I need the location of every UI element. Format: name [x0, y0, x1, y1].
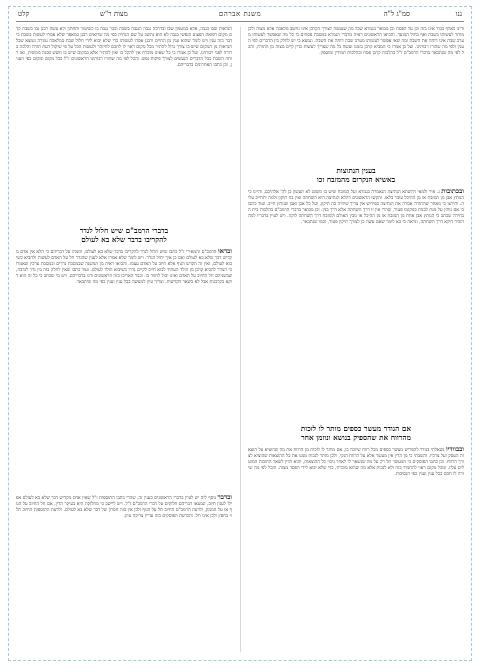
paragraph-text: הרמב"ם והמאירי ז"ל כתבו שיש חלול לנדר להקריבו בדבר שלא בא לעולם, ותמהו על דבריהם כי הלא אין אדם מקדיש דבר שלא בא לעולם ואם כן איך יחול הנדר. ויש לומר שלא אמרו אלא לענין שהנדר חל על האדם לעשות ולהביא כשיבוא לעולם, ואין זה הקדש הגוף אלא חיוב על האדם עצמו. והביאו ראיה מן המשנה שבמסכת נדרים ובמסכת ערכין שאמרו כי הנודר להביא קרבן מן הולד העתיד לבוא חייב לקיים נדרו כשיבוא הולד לעולם. ועוד כתבו שאין לחלק בזה בין נדר לנדבה, שבשניהם חל החיוב על האדם ואינו יכול לחזור בו. וכבר האריכו בזה הראשונים ודנו בדבריהם, ויש מי שכתב כי כל זה הוא דוקא בקרבנות אבל לא בשאר הקדשות. וצריך עיון למעשה בכל ענין וענין כפי מה שיתבאר. [16, 250, 232, 286]
lead-word: ובדבר [217, 494, 232, 501]
heading-line-2: באשיא הנקרום מהמזבח זכו [316, 175, 396, 184]
right-section-heading-2 [248, 424, 464, 442]
heading-line-3: אם הנודר מעשר כספים מותר לו לזכות [300, 424, 412, 433]
right-column-section-2 [248, 446, 464, 652]
heading-line-1: בדברי הרמב"ם שיש חלול לנדר [79, 226, 169, 235]
heading-line-1: בענין הנתוצות [336, 166, 376, 175]
column-divider [240, 27, 241, 652]
lead-word: ובכתובות [441, 188, 464, 195]
lead-word: ובדאו [218, 248, 232, 255]
running-head-subtitle: מצות ר"ש [100, 10, 128, 18]
paragraph: הנראות שבו בגבה, אלא במטמון שבו ובדרכה נגבה הנגבה בשבת וכבר נגבה בו כשיעור ותחתון ולא עשה רבנן גבו בשבת קדם מקום רפואת הפצוע הנפשי בגבה לא הוא נחשב על שם הנחית כפי מה שרואים רבנן במאפר שלא אמרו לעשות בשבת כי דבר כזה ענין ויש לומר שהוא ענין מן החיים ורבנן אסרו לעשותו כדי שלא יבוא לידי חלול שבת במלאכה גמורה ונמצא שכל הנראות מן המקום שיש בו צורך גדול להתיר מכל מקום ראוי לו לחכם להיזהר ולעשות הכל על פי שיקול דעת תורה והלכה ברורה לפני רבותינו. ועל כן אמרו כי כל שאינו מוכרח אין להקל בו ואין להתיר אלא במקום שיש בו חשש סכנה ממשית, ואז דוחה השבת ככל הדברים הנעשים לצורך פיקוח נפש. והכל לפי מה שהורו רבותינו הראשונים ז"ל בכל מקום ומקום כפי הענין, וכן כתבו האחרונים בדבריהם. [16, 27, 232, 69]
paragraph-text: נוסף לזה יש לעיין בדברי הראשונים בענין זה, שהרי כתבו התוספות ז"ל שאין אדם מקדיש דבר שלא בא לעולם אפילו לענין חיוב, ונמצאו דבריהם חלוקים על דברי הרמב"ם ז"ל. ויש ליישב כי מחלוקת היא בעיקר הדין, אם חל החיוב על הגוף או על הממון, ולדעת הרמב"ם החיוב חל על הגוף ולכן אין בזה חסרון של דבר שלא בא לעולם. ולדעת התוספות החיוב תלוי בחפץ ולכן אינו חל. והכרעת הפוסקים בזה עדיין צריכה עיון. [16, 496, 232, 520]
folio-right: ננו [455, 10, 462, 18]
paragraph: ודינו כאלף כבוד אינו בזה וכן על הפסח וכן מבואר בגמרא שכל מה שנעשה לצורך הקרבן אינו נחשב מלאכה אלא מצוה ולכן מותר לעשותו בשבת ואף בחול המועד. והביאו הראשונים ראיה מדברי הגמרא במסכת פסחים כי כל מה שאפשר לעשותו מערב שבת אינו דוחה את השבת ומה שאי אפשר לעשותו מערב שבת דוחה את השבת. ונמצא כי יש לחלק בין הדברים לפי הענין ולפי מה שהורו רבותינו. ועל כן אמרו כי המביא קרבן בזמנו ועשה כל מה שצריך לעשות כדין קיים מצוה מן התורה, והכל לפי מה שנתבאר בדברי הרמב"ם ז"ל בהלכות קרבן פסח ובהלכות תמידין ומוספין. [248, 27, 464, 57]
paragraph [16, 494, 232, 520]
paragraph [248, 188, 464, 226]
left-section-heading [16, 226, 232, 244]
left-column-section-2 [16, 494, 232, 652]
header-rule [16, 21, 464, 22]
right-column-section-1 [248, 188, 464, 420]
paragraph [16, 248, 232, 286]
lead-word: ובבוודיו [445, 446, 464, 453]
paragraph [248, 446, 464, 478]
left-column-section-1 [16, 248, 232, 490]
running-head-section: סמ"ג ל"ה [383, 10, 410, 18]
right-column-body-top [248, 27, 464, 162]
running-head [0, 8, 480, 20]
paragraph-text: נשאלתי בנודר להפריש מעשר כספים מכל רווח שיזכה בו, אם מותר לו לזכות מן הרווח את מה שהוציא על הוצאות העסק ועל צרכיו. והשבתי כי מן הדין אין מעשר אלא על הרווח הנקי, ולכן מותר לנכות ממנו את כל ההוצאות שהוציא לצורך הרווח. וכן כתבו הפוסקים כי המעשר חל רק על מה שנשאר לו לאחר ניכוי כל ההוצאות, והוא הדין לשאר החובות המוטלים עליו. ומכל מקום ראוי להחמיר בזה ולא לנכות אלא מה שהוא מוכרח, כדי שלא יבוא לידי הפסד מצוה. והכל לפי מה שיורה לו חכם בכל ענין וענין כפי הנסיבות. [248, 448, 464, 478]
paragraph-text: ג. איר ולמאי דהשתא הנתיצה הנאמרה בגמרא ועל המזבח שיש בו משום לא תעשון כן לה' אלהיכם, והיינו כי הנותץ אבן מן המזבח או מן ההיכל עובר בלאו. והקשו הראשונים דהלא הנתיצה היא השחתה ואין בה תיקון ולמה יתחייב עליה. ותירצו כי מאחר שהתורה אסרה את הנתיצה בפירוש אין צריך שיהיה בה תיקון, ועל כל אבן ואבן שנותץ חייב. ועוד כתבו כי אם נותץ על מנת לבנות במקומו פטור, שהרי אין זו דרך השחתה אלא דרך בנין. וכן מבואר בדברי הרמב"ם בהלכות בית הבחירה שכתב כי הנותץ אבן אחת מן המזבח או מן ההיכל או מבין האולם ולמזבח דרך השחתה לוקה. ויש לעיין בדבריו למה הזכיר דוקא דרך השחתה, ונראה כי בא לומר שאם עשה כן לצורך תיקון פטור, וכמו שנתבאר. [248, 190, 464, 226]
heading-line-2: להקריבו בדבר שלא בא לעולם [81, 235, 167, 244]
right-section-heading-1 [248, 166, 464, 184]
heading-line-4: מהרווח את שהספיק בנושא ונוזמן אחר [301, 433, 411, 442]
running-head-title: משנת אברהם [218, 10, 262, 18]
left-column-body-top [16, 27, 232, 222]
folio-left: קלט [18, 10, 30, 18]
